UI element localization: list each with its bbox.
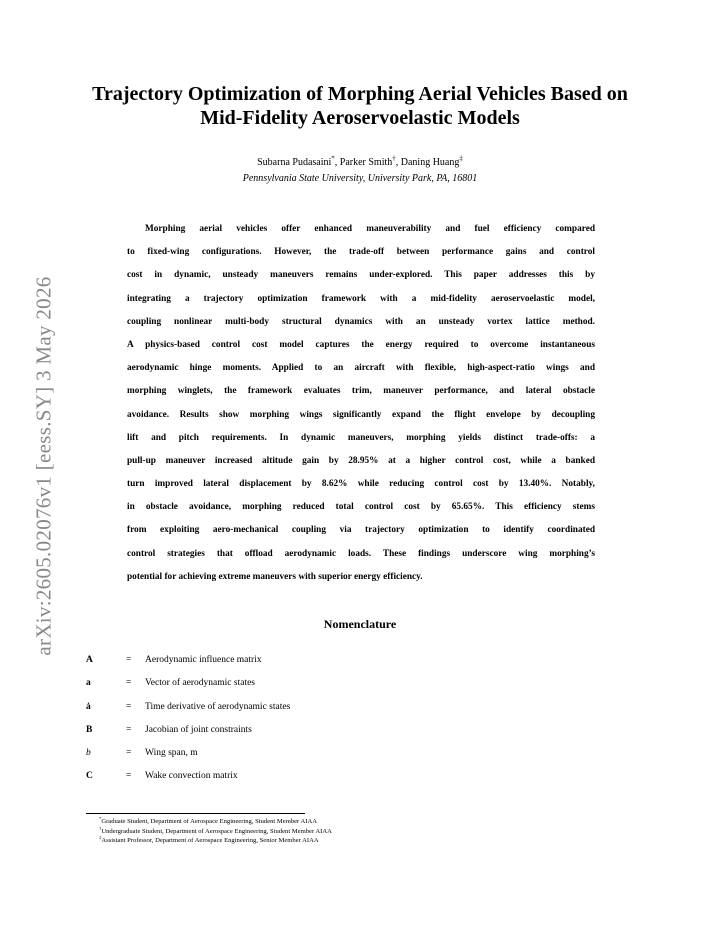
nomenclature-heading: Nomenclature [323, 617, 397, 631]
footnote-text: Assistant Professor, Department of Aerospace Engineering, Senior Member AIAA [101, 837, 319, 844]
nomenclature-symbol: B [86, 724, 93, 735]
nomenclature-definition: Jacobian of joint constraints [145, 724, 252, 735]
author-affiliation: Pennsylvania State University, University Park, PA, 16801 [242, 173, 478, 184]
title-line-1: Trajectory Optimization of Morphing Aerial Vehicles Based on [92, 83, 628, 105]
abstract-line: aerodynamic hinge moments. Applied to an aircraft with flexible, high-aspect-ratio wings and [127, 363, 595, 374]
nomenclature-equals: = [126, 678, 132, 689]
abstract-line: integrating a trajectory optimization framework with a mid-fidelity aeroservoelastic model, [127, 293, 595, 304]
footnote [99, 827, 332, 837]
footnote [99, 817, 332, 827]
abstract-line: control strategies that offload aerodynamic loads. These findings underscore wing morphing’s [127, 548, 595, 559]
arxiv-identifier-stamp: arXiv:2605.02076v1 [eess.SY] 3 May 2026 [31, 276, 56, 656]
abstract-line: from exploiting aero-mechanical coupling via trajectory optimization to identify coordinated [127, 525, 595, 536]
footnote-divider [86, 813, 305, 814]
abstract-line: coupling nonlinear multi-body structural dynamics with an unsteady vortex lattice method. [127, 316, 595, 327]
paper-title [60, 82, 660, 130]
nomenclature-symbol: A [86, 655, 93, 665]
nomenclature-definition: Vector of aerodynamic states [145, 678, 255, 689]
abstract-line: Morphing aerial vehicles offer enhanced maneuverability and fuel efficiency compared [145, 224, 595, 234]
nomenclature-definition: Aerodynamic influence matrix [145, 655, 262, 665]
footnote-text: Undergraduate Student, Department of Aerospace Engineering, Student Member AIAA [101, 827, 332, 835]
abstract-line: avoidance. Results show morphing wings significantly expand the flight envelope by decoupling [127, 409, 595, 420]
abstract-line: A physics-based control cost model captures the energy required to overcome instantaneous [127, 339, 595, 350]
author-name-1: Subarna Pudasaini [257, 157, 332, 168]
nomenclature-equals: = [126, 771, 132, 782]
nomenclature-definition: Wake convection matrix [145, 771, 238, 782]
footnotes [99, 817, 332, 846]
nomenclature-definition: Wing span, m [145, 748, 198, 759]
author-name-3: Daning Huang [400, 157, 460, 168]
abstract-line: turn improved lateral displacement by 8.62% while reducing control cost by 13.40%. Notably, [127, 479, 595, 490]
abstract [127, 221, 595, 592]
footnote-text: Graduate Student, Department of Aerospace Engineering, Student Member AIAA [101, 818, 318, 825]
nomenclature-definition: Time derivative of aerodynamic states [145, 701, 291, 712]
footnote-mark: * [99, 815, 102, 821]
author-name-2: Parker Smith [339, 157, 393, 168]
author-list [60, 154, 660, 169]
nomenclature-symbol: b [86, 748, 91, 759]
author-separator: , [395, 157, 401, 168]
abstract-line: to fixed-wing configurations. However, the trade-off between performance gains and control [127, 247, 595, 258]
abstract-line: cost in dynamic, unsteady maneuvers remains under-explored. This paper addresses this by [127, 270, 595, 281]
nomenclature-symbol: C [86, 771, 93, 782]
footnote-mark: ‡ [99, 834, 102, 840]
nomenclature-equals: = [126, 724, 132, 735]
nomenclature-equals: = [126, 748, 132, 759]
author-mark-2: † [392, 154, 396, 163]
author-separator: , [334, 157, 340, 168]
abstract-line: potential for achieving extreme maneuvers with superior energy efficiency. [127, 571, 423, 582]
nomenclature-equals: = [126, 655, 132, 665]
author-mark-3: ‡ [459, 154, 463, 163]
abstract-line: morphing winglets, the framework evaluates trim, maneuver performance, and lateral obstacle [127, 386, 595, 397]
author-mark-1: * [331, 154, 335, 163]
nomenclature-symbol: a [86, 678, 91, 689]
footnote [99, 836, 332, 846]
abstract-line: lift and pitch requirements. In dynamic maneuvers, morphing yields distinct trade-offs: a [127, 432, 595, 443]
footnote-mark: † [99, 825, 102, 831]
abstract-line: pull-up maneuver increased altitude gain by 28.95% at a higher control cost, while a banked [127, 455, 595, 466]
abstract-line: in obstacle avoidance, morphing reduced total control cost by 65.65%. This efficiency stems [127, 502, 595, 513]
nomenclature-equals: = [126, 701, 132, 712]
nomenclature-symbol: ȧ [86, 701, 91, 712]
title-line-2: Mid-Fidelity Aeroservoelastic Models [200, 107, 520, 129]
